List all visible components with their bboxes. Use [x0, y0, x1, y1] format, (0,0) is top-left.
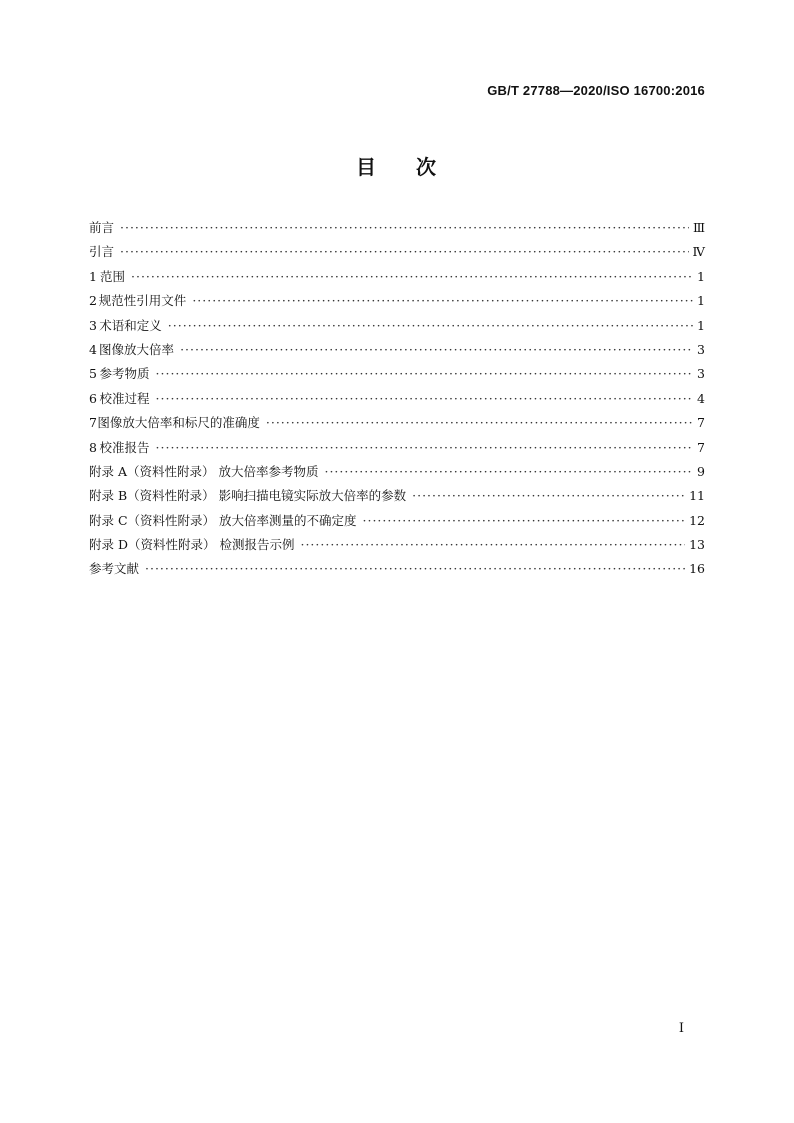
- toc-entry-label: 规范性引用文件: [98, 293, 187, 309]
- toc-entry-label: 附录 C（资料性附录） 放大倍率测量的不确定度: [89, 512, 357, 528]
- toc-entry-label: 附录 B（资料性附录） 影响扫描电镜实际放大倍率的参数: [89, 488, 407, 504]
- toc-entry-annex-a[interactable]: [89, 460, 705, 484]
- toc-entry-page: 16: [689, 561, 705, 577]
- toc-leader-dots: [145, 557, 685, 581]
- toc-entry-6[interactable]: [89, 387, 705, 411]
- toc-entry-number: 1: [89, 268, 97, 284]
- toc-entry-page: 4: [697, 390, 705, 406]
- toc-entry-bibliography[interactable]: [89, 557, 705, 581]
- toc-entry-label: 校准报告: [99, 439, 150, 455]
- standard-code: GB/T 27788—2020/ISO 16700:2016: [487, 83, 705, 98]
- toc-entry-label: 图像放大倍率: [99, 341, 175, 357]
- toc-leader-dots: [300, 533, 685, 557]
- toc-entry-label: 术语和定义: [99, 317, 162, 333]
- page-title: [0, 151, 794, 180]
- toc-leader-dots: [131, 265, 693, 289]
- toc-entry-page: Ⅳ: [692, 244, 705, 260]
- toc-entry-label: 范围: [100, 268, 126, 284]
- toc-leader-dots: [120, 240, 688, 264]
- toc-leader-dots: [156, 362, 694, 386]
- table-of-contents: [89, 216, 705, 582]
- toc-leader-dots: [156, 436, 694, 460]
- toc-entry-page: 1: [697, 317, 705, 333]
- toc-entry-page: 12: [689, 512, 705, 528]
- toc-entry-number: 2: [89, 293, 97, 309]
- toc-entry-number: 6: [89, 390, 97, 406]
- toc-entry-number: 8: [89, 439, 97, 455]
- toc-entry-7[interactable]: [89, 411, 705, 435]
- toc-entry-1[interactable]: [89, 265, 705, 289]
- toc-entry-label: 前言: [89, 220, 115, 235]
- toc-leader-dots: [120, 216, 689, 240]
- toc-entry-page: 3: [697, 366, 705, 382]
- toc-leader-dots: [363, 509, 686, 533]
- toc-entry-label: 校准过程: [99, 390, 150, 406]
- toc-entry-page: 1: [697, 268, 705, 284]
- toc-entry-3[interactable]: [89, 314, 705, 338]
- toc-entry-label: 图像放大倍率和标尺的准确度: [97, 415, 260, 431]
- toc-entry-page: 7: [697, 439, 705, 455]
- toc-entry-label: 附录 D（资料性附录） 检测报告示例: [89, 537, 295, 553]
- toc-leader-dots: [168, 314, 693, 338]
- toc-entry-page: Ⅲ: [692, 220, 705, 235]
- toc-entry-number: 4: [89, 341, 97, 357]
- toc-entry-page: 7: [697, 415, 705, 431]
- toc-entry-page: 3: [697, 341, 705, 357]
- page-number: I: [678, 1021, 684, 1036]
- toc-leader-dots: [266, 411, 693, 435]
- toc-leader-dots: [156, 387, 694, 411]
- toc-entry-annex-b[interactable]: [89, 484, 705, 508]
- title-char-2: 次: [416, 155, 438, 179]
- toc-leader-dots: [412, 484, 685, 508]
- title-char-1: 目: [356, 155, 378, 179]
- toc-entry-page: 13: [689, 537, 705, 553]
- toc-entry-page: 11: [689, 488, 705, 504]
- toc-entry-label: 参考物质: [99, 366, 150, 382]
- toc-entry-2[interactable]: [89, 289, 705, 313]
- toc-entry-number: 7: [89, 415, 97, 431]
- toc-entry-number: 3: [89, 317, 97, 333]
- toc-leader-dots: [192, 289, 693, 313]
- toc-entry-5[interactable]: [89, 362, 705, 386]
- toc-entry-annex-c[interactable]: [89, 509, 705, 533]
- toc-entry-label: 附录 A（资料性附录） 放大倍率参考物质: [89, 463, 319, 479]
- toc-entry-8[interactable]: [89, 436, 705, 460]
- toc-leader-dots: [180, 338, 693, 362]
- toc-leader-dots: [324, 460, 693, 484]
- toc-entry-number: 5: [89, 366, 97, 382]
- toc-entry-introduction[interactable]: [89, 240, 705, 264]
- toc-entry-annex-d[interactable]: [89, 533, 705, 557]
- toc-entry-label: 参考文献: [89, 561, 140, 577]
- toc-entry-foreword[interactable]: [89, 216, 705, 240]
- toc-entry-4[interactable]: [89, 338, 705, 362]
- toc-entry-page: 9: [697, 463, 705, 479]
- toc-entry-page: 1: [697, 293, 705, 309]
- toc-entry-label: 引言: [89, 244, 115, 260]
